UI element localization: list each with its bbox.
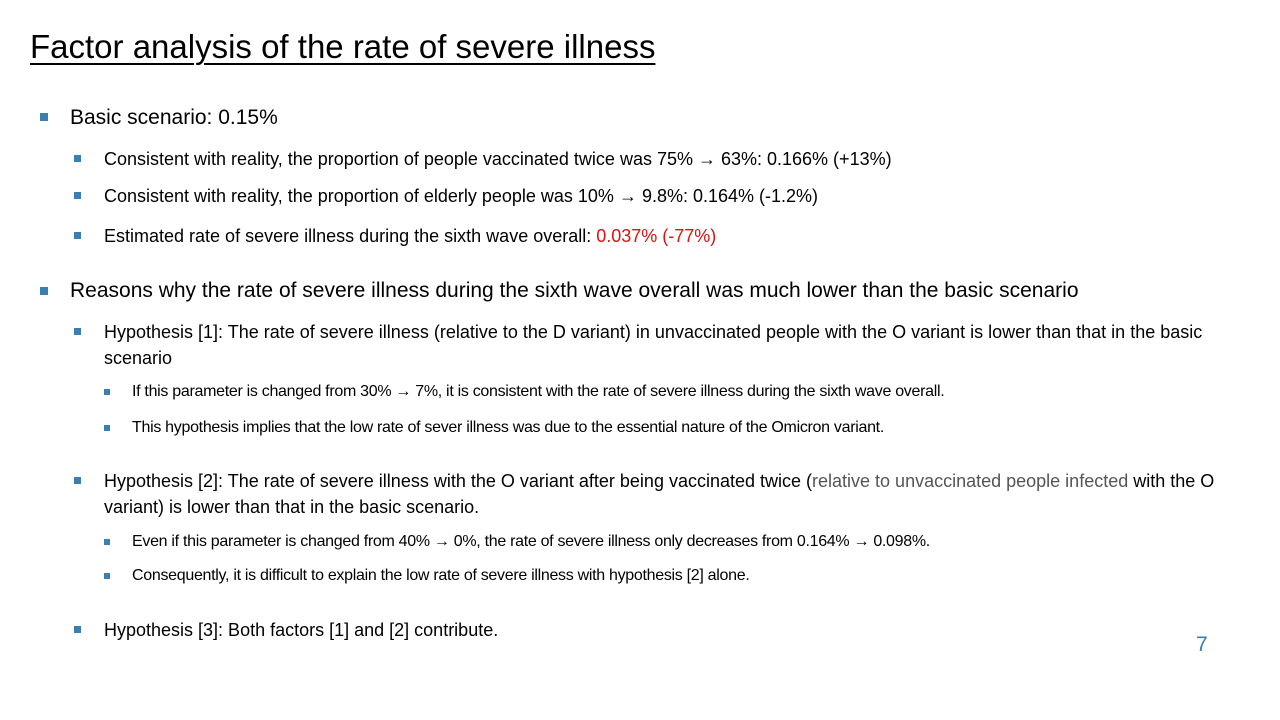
bullet-hypothesis-1: Hypothesis [1]: The rate of severe illness (relative to the D variant) in unvaccinated people with the O variant is lower than that in the basic scenario	[104, 322, 1203, 368]
bullet-marker	[104, 539, 110, 545]
bullet-marker	[104, 573, 110, 579]
bullet-marker	[74, 155, 81, 162]
bullet-marker	[74, 232, 81, 239]
bullet-marker	[40, 287, 48, 295]
estimated-rate-value: 0.037% (-77%)	[596, 226, 717, 246]
bullet-basic-scenario: Basic scenario: 0.15%	[70, 106, 278, 129]
bullet-hypothesis-3: Hypothesis [3]: Both factors [1] and [2] contribute.	[104, 620, 499, 640]
bullet-reasons: Reasons why the rate of severe illness during the sixth wave overall was much lower than the basic scenario	[70, 279, 1079, 302]
bullet-hypothesis-2-consequence: Consequently, it is difficult to explain the low rate of severe illness with hypothesis [2] alone.	[132, 567, 750, 584]
bullet-marker	[74, 328, 81, 335]
bullet-hypothesis-2-param: Even if this parameter is changed from 40% → 0%, the rate of severe illness only decreases from 0.164% → 0.098%.	[132, 533, 930, 550]
hypothesis-2-grey-text: relative to unvaccinated people infected	[812, 471, 1129, 491]
bullet-hypothesis-2	[104, 468, 1244, 520]
bullet-vaccinated-twice: Consistent with reality, the proportion of people vaccinated twice was 75% → 63%: 0.166% (+13%)	[104, 149, 892, 169]
hypothesis-2-text-after: with the O variant) is lower than that in the basic scenario.	[104, 471, 1215, 517]
page-number: 7	[1196, 633, 1208, 656]
bullet-marker	[74, 192, 81, 199]
bullet-marker	[74, 477, 81, 484]
bullet-hypothesis-1-param: If this parameter is changed from 30% → 7%, it is consistent with the rate of severe illness during the sixth wave overall.	[132, 383, 945, 400]
bullet-estimated-rate	[104, 223, 716, 249]
bullet-hypothesis-1-implication: This hypothesis implies that the low rate of sever illness was due to the essential nature of the Omicron variant.	[132, 419, 884, 436]
bullet-marker	[74, 626, 81, 633]
hypothesis-2-text-before: Hypothesis [2]: The rate of severe illness with the O variant after being vaccinated twice (	[104, 471, 813, 491]
bullet-elderly-proportion: Consistent with reality, the proportion of elderly people was 10% → 9.8%: 0.164% (-1.2%)	[104, 186, 819, 206]
bullet-marker	[104, 425, 110, 431]
bullet-marker	[104, 389, 110, 395]
estimated-rate-text: Estimated rate of severe illness during the sixth wave overall:	[104, 226, 597, 246]
bullet-marker	[40, 113, 48, 121]
slide-title: Factor analysis of the rate of severe illness	[30, 28, 656, 65]
